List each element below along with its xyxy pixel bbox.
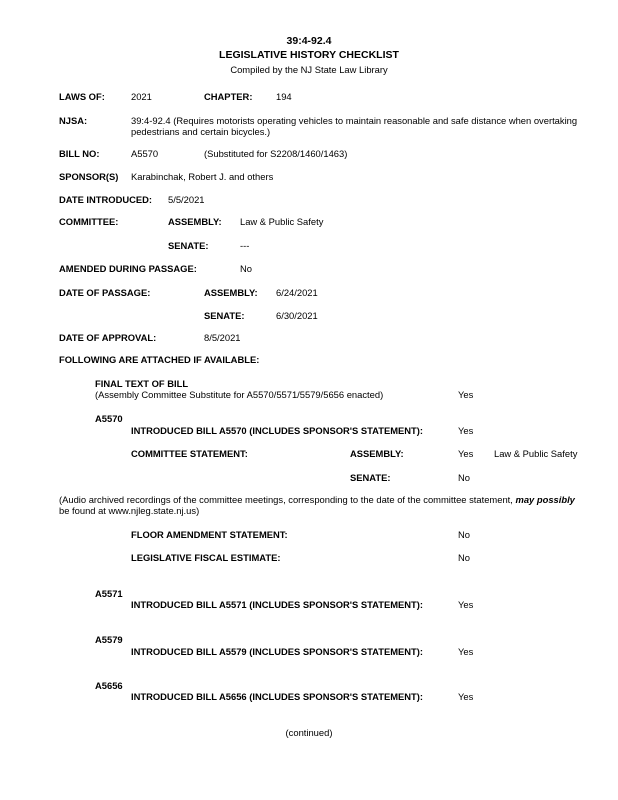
fiscal-estimate-label: LEGISLATIVE FISCAL ESTIMATE:: [131, 552, 281, 563]
final-text-value: Yes: [458, 389, 474, 400]
committee-assembly-value: Law & Public Safety: [240, 216, 324, 227]
compiled-by: Compiled by the NJ State Law Library: [230, 64, 388, 75]
audio-note-line-2: be found at www.njleg.state.nj.us): [59, 505, 200, 516]
amended-label: AMENDED DURING PASSAGE:: [59, 263, 197, 274]
introduced-bill-a5571-value: Yes: [458, 599, 474, 610]
chapter-value: 194: [276, 91, 292, 102]
sponsors-value: Karabinchak, Robert J. and others: [131, 171, 274, 182]
passage-assembly-value: 6/24/2021: [276, 287, 318, 298]
laws-of-value: 2021: [131, 91, 152, 102]
substituted-note: (Substituted for S2208/1460/1463): [204, 148, 348, 159]
date-introduced-label: DATE INTRODUCED:: [59, 194, 153, 205]
date-of-passage-label: DATE OF PASSAGE:: [59, 287, 151, 298]
statement-assembly-committee: Law & Public Safety: [494, 448, 578, 459]
continued-note: (continued): [285, 727, 333, 738]
amended-value: No: [240, 263, 252, 274]
passage-assembly-label: ASSEMBLY:: [204, 287, 258, 298]
bill-heading-a5656: A5656: [95, 680, 123, 691]
bill-heading-a5570: A5570: [95, 413, 123, 424]
audio-note-text: (Audio archived recordings of the committee meetings, corresponding to the date of the committee statement,: [59, 494, 516, 505]
njsa-line-2: pedestrians and certain bicycles.): [131, 126, 271, 137]
document-title: LEGISLATIVE HISTORY CHECKLIST: [219, 49, 399, 61]
passage-senate-label: SENATE:: [204, 310, 245, 321]
audio-note-emphasis: may possibly: [515, 494, 575, 505]
introduced-bill-a5579-label: INTRODUCED BILL A5579 (INCLUDES SPONSOR'S STATEMENT):: [131, 646, 424, 657]
statement-assembly-label: ASSEMBLY:: [350, 448, 404, 459]
introduced-bill-a5570-value: Yes: [458, 425, 474, 436]
bill-no-value: A5570: [131, 148, 159, 159]
introduced-bill-a5656-label: INTRODUCED BILL A5656 (INCLUDES SPONSOR'S STATEMENT):: [131, 691, 424, 702]
fiscal-estimate-value: No: [458, 552, 470, 563]
bill-heading-a5571: A5571: [95, 588, 123, 599]
date-introduced-value: 5/5/2021: [168, 194, 205, 205]
sponsors-label: SPONSOR(S): [59, 171, 119, 182]
introduced-bill-a5570-label: INTRODUCED BILL A5570 (INCLUDES SPONSOR'S STATEMENT):: [131, 425, 424, 436]
bill-no-label: BILL NO:: [59, 148, 100, 159]
introduced-bill-a5571-label: INTRODUCED BILL A5571 (INCLUDES SPONSOR'S STATEMENT):: [131, 599, 424, 610]
statement-senate-label: SENATE:: [350, 472, 391, 483]
final-text-label: FINAL TEXT OF BILL: [95, 378, 189, 389]
introduced-bill-a5579-value: Yes: [458, 646, 474, 657]
committee-senate-value: ---: [240, 240, 250, 251]
statement-assembly-value: Yes: [458, 448, 474, 459]
bill-heading-a5579: A5579: [95, 634, 123, 645]
statement-senate-value: No: [458, 472, 470, 483]
laws-of-label: LAWS OF:: [59, 91, 105, 102]
committee-label: COMMITTEE:: [59, 216, 119, 227]
committee-statement-label: COMMITTEE STATEMENT:: [131, 448, 248, 459]
date-of-approval-value: 8/5/2021: [204, 332, 241, 343]
committee-senate-label: SENATE:: [168, 240, 209, 251]
njsa-line-1: 39:4-92.4 (Requires motorists operating vehicles to maintain reasonable and safe distance when overtaking: [131, 115, 578, 126]
date-of-approval-label: DATE OF APPROVAL:: [59, 332, 157, 343]
attached-heading: FOLLOWING ARE ATTACHED IF AVAILABLE:: [59, 354, 260, 365]
statute-number: 39:4-92.4: [286, 35, 332, 47]
floor-amendment-label: FLOOR AMENDMENT STATEMENT:: [131, 529, 288, 540]
chapter-label: CHAPTER:: [204, 91, 253, 102]
committee-assembly-label: ASSEMBLY:: [168, 216, 222, 227]
final-text-note: (Assembly Committee Substitute for A5570/5571/5579/5656 enacted): [95, 389, 384, 400]
floor-amendment-value: No: [458, 529, 470, 540]
njsa-label: NJSA:: [59, 115, 88, 126]
passage-senate-value: 6/30/2021: [276, 310, 318, 321]
introduced-bill-a5656-value: Yes: [458, 691, 474, 702]
audio-note-line-1: [59, 494, 575, 505]
